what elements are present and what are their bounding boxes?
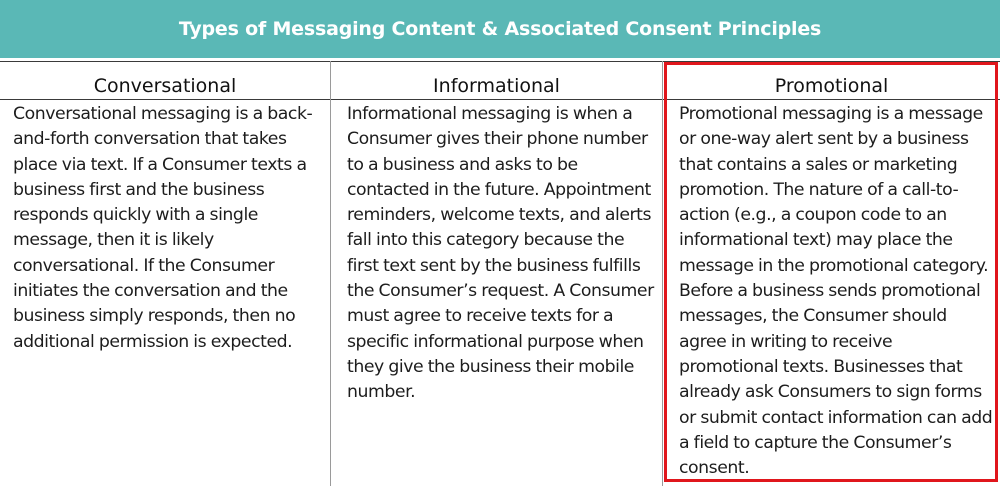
column-heading-conversational: Conversational bbox=[93, 75, 237, 97]
table-title: Types of Messaging Content & Associated Consent Principles bbox=[178, 18, 822, 40]
messaging-types-table bbox=[0, 61, 1000, 486]
column-promotional bbox=[662, 61, 1000, 486]
column-heading-promotional: Promotional bbox=[774, 75, 889, 97]
table-header-banner bbox=[0, 0, 1000, 58]
column-heading-cell bbox=[331, 61, 662, 100]
column-heading-cell bbox=[0, 61, 330, 100]
column-informational bbox=[330, 61, 662, 486]
column-conversational bbox=[0, 61, 330, 486]
column-body-informational: Informational messaging is when a Consumer gives their phone number to a business and asks to be contacted in the future. Appointment reminders, welcome texts, and alerts fall into this category because the first text sent by the business fulfills the Consumer’s request. A Consumer must agree to receive texts for a specific informational purpose when they give the business their mobile number. bbox=[347, 104, 654, 403]
column-body-conversational: Conversational messaging is a back-and-forth conversation that takes place via text. If a Consumer texts a business first and the business responds quickly with a single message, then it is likely conversational. If the Consumer initiates the conversation and the business simply responds, then no additional permission is expected. bbox=[13, 104, 313, 352]
column-heading-informational: Informational bbox=[433, 75, 560, 97]
column-heading-cell bbox=[663, 61, 1000, 100]
column-body-promotional: Promotional messaging is a message or one-way alert sent by a business that contains a sales or marketing promotion. The nature of a call-to-action (e.g., a coupon code to an informational text) may place the message in the promotional category. Before a business sends promotional messages, the Consumer should agree in writing to receive promotional texts. Businesses that already ask Consumers to sign forms or submit contact information can add a field to capture the Consumer’s consent. bbox=[679, 104, 993, 479]
